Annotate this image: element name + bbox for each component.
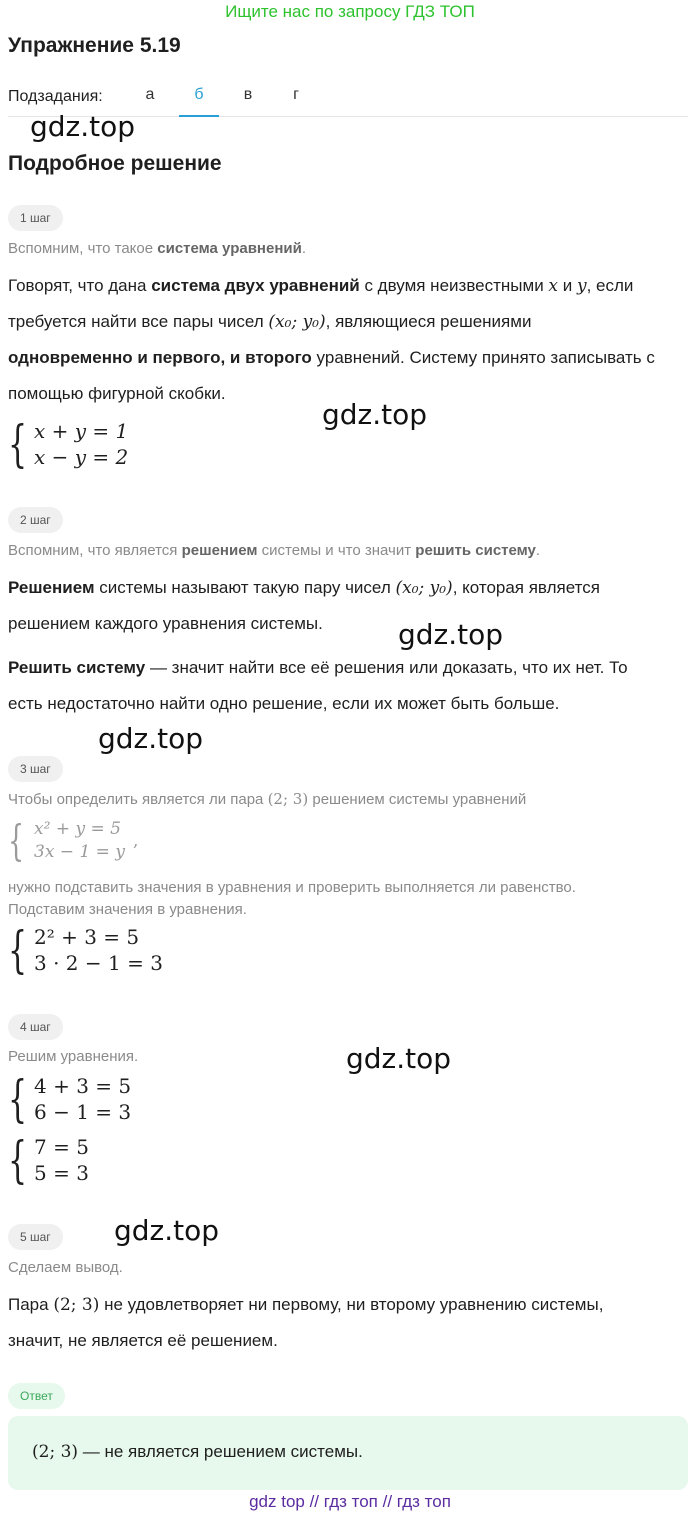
brace-icon: { bbox=[8, 921, 28, 979]
section-title: Подробное решение bbox=[8, 152, 222, 175]
brace-icon: { bbox=[8, 1131, 28, 1189]
tab-a[interactable]: а bbox=[145, 86, 155, 103]
step-3-badge: 3 шаг bbox=[8, 756, 63, 782]
exercise-title: Упражнение 5.19 bbox=[8, 34, 181, 57]
subtasks-label: Подзадания: bbox=[8, 88, 103, 105]
answer-box bbox=[8, 1416, 688, 1490]
system-1: { x + y = 1 x − y = 2 bbox=[8, 415, 129, 473]
system-4b: { 7 = 5 5 = 3 bbox=[8, 1131, 89, 1189]
answer-badge: Ответ bbox=[8, 1383, 65, 1409]
step-1-badge: 1 шаг bbox=[8, 205, 63, 231]
tab-g[interactable]: г bbox=[293, 86, 299, 103]
watermark: gdz.top bbox=[322, 398, 428, 431]
tab-b[interactable]: б bbox=[179, 86, 219, 117]
step-2-text-a: Решением системы называют такую пару чисел (x₀; y₀), которая является решением каждого уравнения системы. bbox=[8, 578, 600, 633]
step-5-text: Пара (2; 3) не удовлетворяет ни первому, ни второму уравнению системы, значит, не является её решением. bbox=[8, 1295, 604, 1350]
brace-icon: { bbox=[8, 415, 28, 473]
promo-banner[interactable]: Ищите нас по запросу ГДЗ ТОП bbox=[225, 2, 475, 21]
step-5-hint: Сделаем вывод. bbox=[8, 1259, 123, 1276]
step-3-hint-2: нужно подставить значения в уравнения и проверить выполняется ли равенство. bbox=[8, 879, 576, 896]
step-4-hint: Решим уравнения. bbox=[8, 1048, 139, 1065]
watermark: gdz.top bbox=[98, 722, 204, 755]
brace-icon: { bbox=[8, 816, 25, 865]
watermark: gdz.top bbox=[398, 618, 504, 651]
step-5-badge: 5 шаг bbox=[8, 1224, 63, 1250]
step-2-hint: Вспомним, что является решением системы и что значит решить систему. bbox=[8, 542, 541, 559]
step-2-text-b: Решить систему — значит найти все её решения или доказать, что их нет. То есть недостаточно найти одно решение, если их может быть больше. bbox=[8, 658, 628, 713]
step-3-hint: Чтобы определить является ли пара (2; 3) решением системы уравнений bbox=[8, 790, 527, 808]
system-3-substituted: { 2² + 3 = 5 3 · 2 − 1 = 3 bbox=[8, 921, 163, 979]
watermark: gdz.top bbox=[30, 110, 136, 143]
step-1-text: Говорят, что дана система двух уравнений с двумя неизвестными x и y, если требуется найти все пары чисел (x₀; y₀), являющиеся решениями одновременно и первого, и второго уравнений. Систему принято записывать с помощью фигурной скобки. bbox=[8, 276, 655, 403]
step-4-badge: 4 шаг bbox=[8, 1014, 63, 1040]
step-3-hint-3: Подставим значения в уравнения. bbox=[8, 901, 247, 918]
watermark: gdz.top bbox=[346, 1042, 452, 1075]
watermark: gdz.top bbox=[114, 1214, 220, 1247]
tab-v[interactable]: в bbox=[243, 86, 253, 103]
answer-text: (2; 3) — не является решением системы. bbox=[32, 1442, 363, 1462]
system-3-given: { x² + y = 5 3x − 1 = y , bbox=[8, 816, 139, 865]
step-2-badge: 2 шаг bbox=[8, 507, 63, 533]
system-4a: { 4 + 3 = 5 6 − 1 = 3 bbox=[8, 1070, 132, 1128]
brace-icon: { bbox=[8, 1070, 28, 1128]
footer-links[interactable]: gdz top // гдз топ // гдз топ bbox=[249, 1492, 451, 1511]
step-1-hint: Вспомним, что такое система уравнений. bbox=[8, 240, 307, 257]
